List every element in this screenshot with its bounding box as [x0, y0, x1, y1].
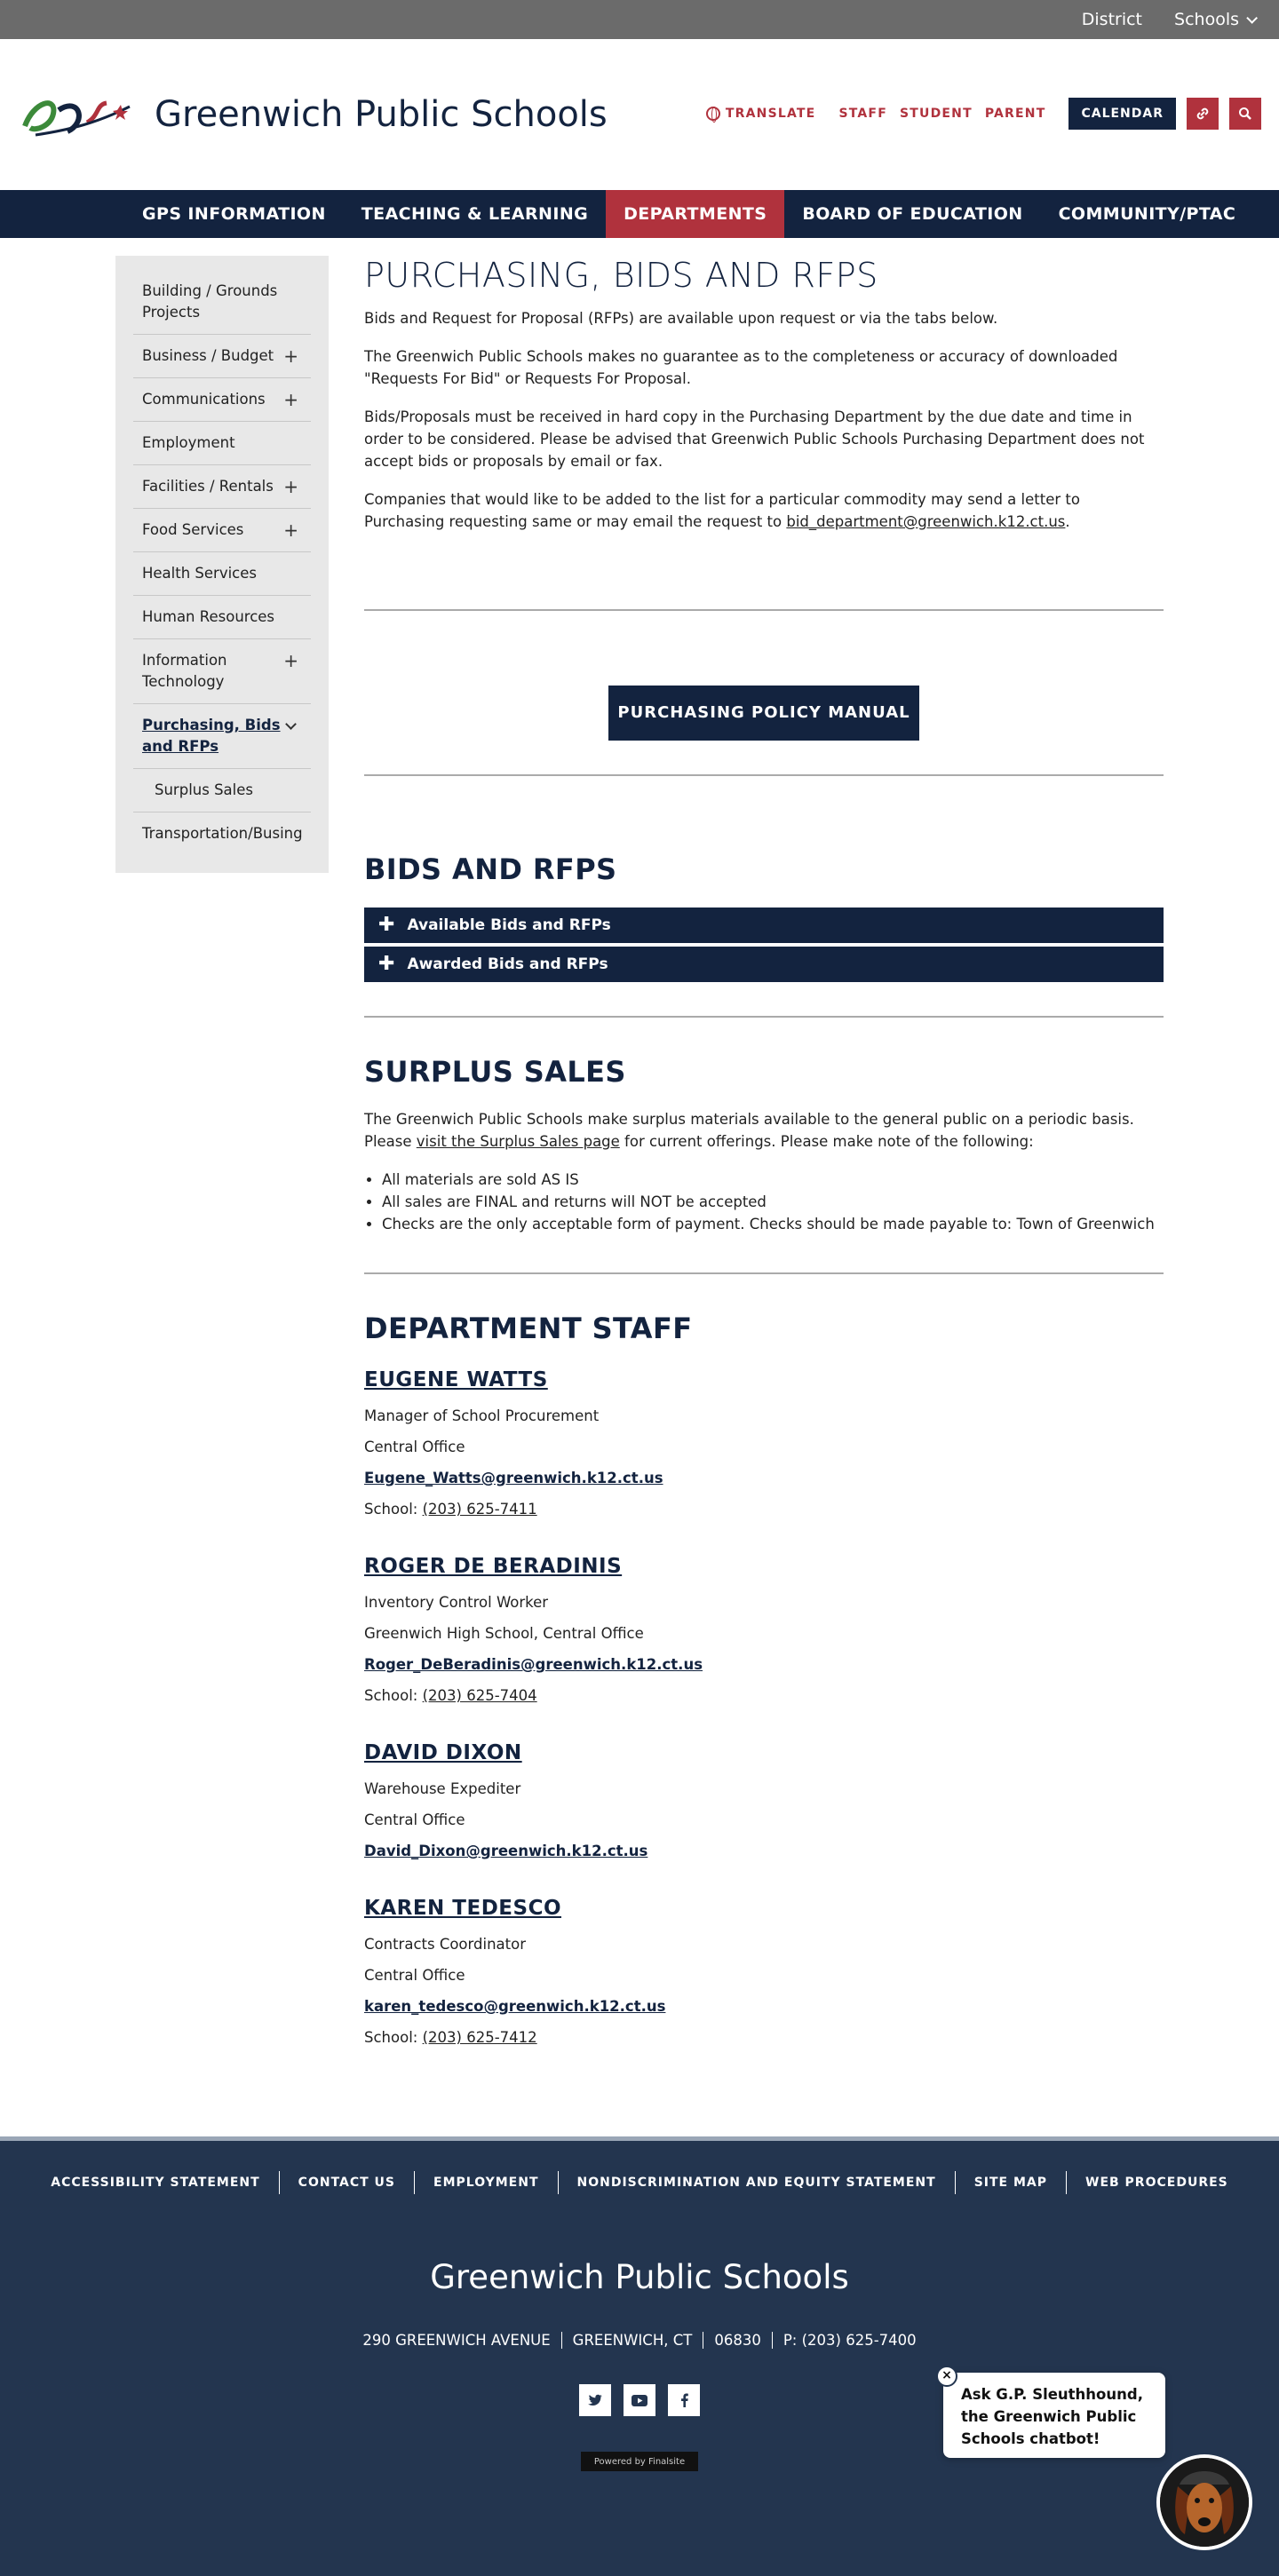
divider	[364, 609, 1164, 611]
site-title[interactable]: Greenwich Public Schools	[155, 94, 608, 135]
globe-icon	[706, 107, 720, 121]
sidebar-item-label: Human Resources	[142, 608, 275, 625]
divider	[364, 774, 1164, 776]
phone-label: School:	[364, 2029, 423, 2046]
surplus-text: The Greenwich Public Schools make surplus materials available to the general public on a periodic basis. Please	[364, 1111, 1134, 1150]
sidebar-item-employment[interactable]	[133, 422, 311, 465]
link-icon	[1195, 106, 1211, 122]
expand-icon[interactable]: +	[283, 650, 298, 671]
sidebar-item-facilities-rentals[interactable]	[133, 465, 311, 509]
footer-link-nondiscrimination[interactable]: NONDISCRIMINATION AND EQUITY STATEMENT	[559, 2171, 956, 2194]
sidebar-item-label: Facilities / Rentals	[142, 478, 274, 495]
chatbot-avatar-button[interactable]	[1156, 2454, 1252, 2550]
plus-icon: ✚	[378, 953, 395, 975]
sidebar-item-label: Business / Budget	[142, 347, 274, 364]
commodity-paragraph	[364, 488, 1164, 533]
staff-phone-link[interactable]: (203) 625-7411	[422, 1501, 537, 1518]
sidebar-item-label: Transportation/Busing	[142, 825, 303, 842]
close-icon[interactable]: ×	[936, 2366, 957, 2387]
surplus-paragraph	[364, 1108, 1164, 1153]
district-label: District	[1081, 10, 1143, 29]
address-zip: 06830	[703, 2332, 773, 2349]
chevron-down-icon[interactable]	[285, 718, 297, 730]
plus-icon: ✚	[378, 914, 395, 936]
parent-link[interactable]: PARENT	[984, 107, 1046, 121]
sidebar-item-business-budget[interactable]	[133, 335, 311, 378]
schools-dropdown[interactable]	[1174, 10, 1254, 29]
expand-icon[interactable]: +	[283, 345, 298, 367]
main-nav	[0, 190, 1279, 238]
commodity-text-end: .	[1065, 513, 1070, 530]
sidebar-item-label: Purchasing, Bids and RFPs	[142, 717, 281, 755]
sidebar-item-transportation[interactable]	[133, 812, 311, 855]
twitter-icon[interactable]	[579, 2384, 611, 2416]
bid-department-email-link[interactable]: bid_department@greenwich.k12.ct.us	[786, 513, 1066, 530]
search-button[interactable]	[1229, 98, 1261, 130]
sidebar-item-communications[interactable]	[133, 378, 311, 422]
staff-location: Central Office	[364, 1811, 465, 1828]
list-item: • All sales are FINAL and returns will NOT be accepted	[382, 1191, 1164, 1213]
address-city: GREENWICH, CT	[562, 2332, 704, 2349]
purchasing-policy-manual-button[interactable]: PURCHASING POLICY MANUAL	[608, 686, 919, 741]
staff-name-link[interactable]: ROGER DE BERADINIS	[364, 1555, 623, 1578]
commodity-text: Companies that would like to be added to the list for a particular commodity may send a letter to Purchasing requesting same or may email the request to	[364, 491, 1080, 530]
footer-link-site-map[interactable]: SITE MAP	[956, 2171, 1067, 2194]
staff-name-link[interactable]: EUGENE WATTS	[364, 1368, 548, 1391]
sidebar	[115, 256, 329, 873]
sidebar-item-label: Health Services	[142, 565, 258, 582]
staff-card	[364, 1368, 1164, 1518]
youtube-icon[interactable]	[624, 2384, 655, 2416]
footer-link-employment[interactable]: EMPLOYMENT	[415, 2171, 558, 2194]
policy-button-wrap	[364, 686, 1164, 741]
expand-icon[interactable]: +	[283, 519, 298, 541]
staff-email-link[interactable]: Roger_DeBeradinis@greenwich.k12.ct.us	[364, 1656, 703, 1673]
sidebar-item-surplus-sales[interactable]	[133, 769, 311, 812]
phone-label: School:	[364, 1501, 423, 1518]
address-street: 290 GREENWICH AVENUE	[352, 2332, 561, 2349]
sidebar-item-label: Communications	[142, 391, 266, 408]
surplus-sales-link[interactable]: visit the Surplus Sales page	[416, 1133, 620, 1150]
sidebar-item-label: Building / Grounds Projects	[142, 282, 278, 321]
sidebar-item-label: Employment	[142, 434, 235, 451]
intro-paragraph: Bids and Request for Proposal (RFPs) are available upon request or via the tabs below.	[364, 310, 998, 327]
accordion-label: Available Bids and RFPs	[407, 916, 611, 934]
sidebar-item-purchasing[interactable]	[133, 704, 311, 769]
staff-card	[364, 1741, 1164, 1859]
nav-community-ptac[interactable]: COMMUNITY/PTAC	[1058, 204, 1236, 224]
disclaimer-paragraph: The Greenwich Public Schools makes no guarantee as to the completeness or accuracy of downloaded "Requests For Bid" or Requests For Proposal.	[364, 348, 1118, 387]
header-tools	[706, 98, 1261, 130]
list-item: • All materials are sold AS IS	[382, 1169, 1164, 1191]
sidebar-item-information-technology[interactable]	[133, 639, 311, 704]
staff-name-link[interactable]: DAVID DIXON	[364, 1741, 522, 1764]
staff-title: Warehouse Expediter	[364, 1780, 521, 1797]
staff-title: Contracts Coordinator	[364, 1936, 526, 1953]
divider	[364, 1272, 1164, 1274]
staff-location: Central Office	[364, 1439, 465, 1455]
footer-link-accessibility[interactable]: ACCESSIBILITY STATEMENT	[32, 2171, 279, 2194]
footer-address	[0, 2332, 1279, 2349]
divider	[364, 1016, 1164, 1018]
nav-gps-information[interactable]: GPS INFORMATION	[142, 204, 326, 224]
surplus-terms-list	[364, 1169, 1164, 1235]
footer-link-web-procedures[interactable]: WEB PROCEDURES	[1085, 2176, 1228, 2190]
sidebar-item-health-services[interactable]	[133, 552, 311, 596]
calendar-button[interactable]: CALENDAR	[1068, 98, 1176, 130]
staff-phone	[364, 2029, 1164, 2046]
staff-location: Greenwich High School, Central Office	[364, 1625, 644, 1642]
staff-name-link[interactable]: KAREN TEDESCO	[364, 1897, 562, 1920]
staff-card	[364, 1897, 1164, 2046]
bids-heading: BIDS AND RFPS	[364, 852, 617, 886]
student-link[interactable]: STUDENT	[899, 107, 973, 121]
schools-label: Schools	[1174, 10, 1239, 29]
submission-paragraph: Bids/Proposals must be received in hard copy in the Purchasing Department by the due date and time in order to be considered. Please be advised that Greenwich Public Schools Purchasing Department does not accept bids or proposals by email or fax.	[364, 408, 1145, 470]
staff-phone	[364, 1501, 1164, 1518]
staff-title: Manager of School Procurement	[364, 1407, 600, 1424]
nav-departments[interactable]: DEPARTMENTS	[606, 190, 784, 238]
bids-accordion	[364, 908, 1164, 982]
staff-phone-link[interactable]: (203) 625-7412	[422, 2029, 537, 2046]
chatbot-message: Ask G.P. Sleuthhound, the Greenwich Public Schools chatbot!	[961, 2386, 1143, 2447]
translate-label: TRANSLATE	[725, 107, 816, 121]
surplus-text-end: for current offerings. Please make note of the following:	[619, 1133, 1034, 1150]
utility-bar	[0, 0, 1279, 39]
staff-link[interactable]: STAFF	[838, 107, 887, 121]
expand-icon[interactable]: +	[283, 476, 298, 497]
staff-email-link[interactable]: Eugene_Watts@greenwich.k12.ct.us	[364, 1470, 663, 1486]
staff-card	[364, 1555, 1164, 1704]
accordion-label: Awarded Bids and RFPs	[407, 955, 608, 973]
bloodhound-avatar-icon	[1160, 2458, 1249, 2547]
translate-button[interactable]	[706, 107, 816, 121]
surplus-heading: SURPLUS SALES	[364, 1055, 626, 1089]
list-item: • Checks are the only acceptable form of payment. Checks should be made payable to: Town of Greenwich	[382, 1213, 1164, 1235]
powered-by-finalsite-badge[interactable]: Powered by Finalsite	[581, 2452, 698, 2471]
page-title: PURCHASING, BIDS AND RFPS	[364, 256, 878, 295]
expand-icon[interactable]: +	[283, 389, 298, 410]
chevron-down-icon	[1246, 12, 1258, 24]
search-icon	[1238, 107, 1252, 121]
sidebar-item-building-grounds[interactable]	[133, 270, 311, 335]
staff-email-link[interactable]: David_Dixon@greenwich.k12.ct.us	[364, 1843, 648, 1859]
staff-heading: DEPARTMENT STAFF	[364, 1312, 693, 1345]
accordion-awarded-bids[interactable]	[364, 947, 1164, 982]
phone-label: School:	[364, 1687, 423, 1704]
sidebar-item-label: Surplus Sales	[155, 781, 253, 798]
staff-location: Central Office	[364, 1967, 465, 1984]
footer-links	[0, 2171, 1279, 2194]
staff-phone	[364, 1687, 1164, 1704]
address-phone[interactable]: P: (203) 625-7400	[782, 2332, 917, 2349]
footer-title: Greenwich Public Schools	[430, 2258, 849, 2296]
sidebar-item-human-resources[interactable]	[133, 596, 311, 639]
main-content	[364, 256, 1164, 2046]
link-button[interactable]	[1187, 98, 1219, 130]
site-footer	[0, 2136, 1279, 2576]
chatbot-prompt[interactable]	[941, 2368, 1165, 2458]
district-logo[interactable]	[18, 83, 133, 146]
sidebar-item-food-services[interactable]	[133, 509, 311, 552]
sidebar-item-label: Information Technology	[142, 652, 227, 690]
nav-teaching-learning[interactable]: TEACHING & LEARNING	[361, 204, 589, 224]
site-header	[0, 39, 1279, 190]
accordion-available-bids[interactable]	[364, 908, 1164, 943]
district-link[interactable]	[1082, 10, 1142, 29]
sidebar-item-label: Food Services	[142, 521, 244, 538]
nav-board-of-education[interactable]: BOARD OF EDUCATION	[802, 204, 1023, 224]
staff-email-link[interactable]: karen_tedesco@greenwich.k12.ct.us	[364, 1998, 666, 2015]
staff-phone-link[interactable]: (203) 625-7404	[422, 1687, 537, 1704]
facebook-icon[interactable]	[668, 2384, 700, 2416]
footer-link-contact[interactable]: CONTACT US	[280, 2171, 415, 2194]
staff-title: Inventory Control Worker	[364, 1594, 549, 1611]
